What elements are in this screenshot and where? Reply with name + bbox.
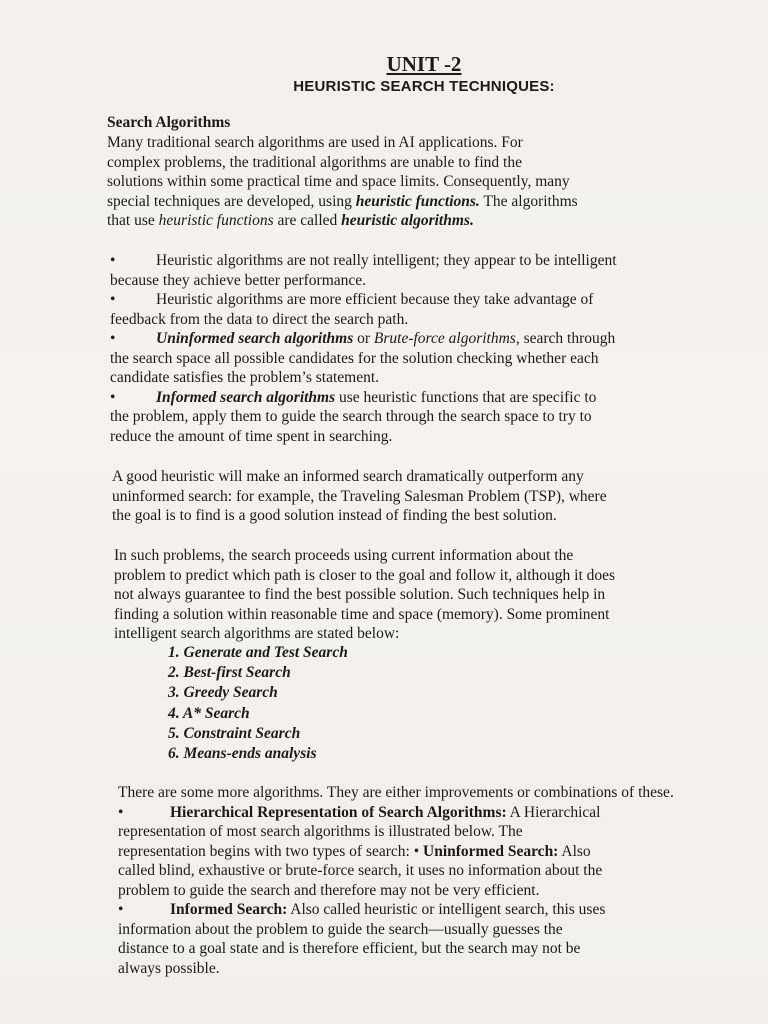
emphasis-text: Brute-force algorithms: [373, 330, 516, 347]
text-line: complex problems, the traditional algorithms are unable to find the: [107, 153, 522, 171]
text-line: candidate satisfies the problem’s statement.: [110, 369, 380, 386]
algorithm-list: [168, 643, 348, 764]
emphasis-text: heuristic functions.: [355, 192, 480, 210]
text-line: distance to a goal state and is therefore efficient, but the search may not be: [118, 940, 581, 957]
emphasis-text: Informed Search:: [170, 901, 288, 918]
list-item: [118, 803, 674, 823]
text-line: the search space all possible candidates for the solution checking whether each: [110, 349, 599, 367]
text-span: that use: [107, 212, 159, 229]
intro-paragraph: [107, 133, 578, 231]
list-item: [110, 388, 617, 408]
text-span: The algorithms: [479, 192, 578, 210]
bullet-marker: •: [110, 291, 116, 308]
emphasis-text: heuristic functions: [158, 212, 274, 229]
list-item: [110, 329, 617, 349]
bullet-marker: •: [118, 901, 124, 918]
text-span: are called: [273, 212, 342, 229]
bullet-list: [110, 251, 617, 446]
text-line: finding a solution within reasonable time and space (memory). Some prominent: [114, 605, 610, 623]
text-line: intelligent search algorithms are stated below:: [114, 625, 400, 642]
text-line: problem to guide the search and therefore may not be very efficient.: [118, 881, 540, 899]
problems-paragraph: [114, 546, 615, 644]
list-item: 5. Constraint Search: [168, 724, 301, 742]
text-line: representation of most search algorithms is illustrated below. The: [118, 823, 523, 840]
text-line: [118, 842, 674, 862]
text-line: always possible.: [118, 959, 220, 977]
text-line: There are some more algorithms. They are either improvements or combinations of these.: [118, 784, 674, 801]
text-span: Also: [558, 842, 591, 860]
text-span: or: [353, 330, 374, 347]
list-item: 4. A* Search: [168, 704, 250, 722]
emphasis-text: Uninformed search algorithms: [156, 330, 354, 347]
text-line: called blind, exhaustive or brute-force search, it uses no information about the: [118, 862, 603, 879]
text-line: the problem, apply them to guide the search through the search space to try to: [110, 408, 592, 425]
text-span: use heuristic functions that are specific to: [335, 388, 597, 406]
text-line: solutions within some practical time and space limits. Consequently, many: [107, 173, 570, 190]
text-line: information about the problem to guide the search—usually guesses the: [118, 920, 563, 938]
text-line: because they achieve better performance.: [110, 271, 367, 289]
text-line: feedback from the data to direct the search path.: [110, 310, 409, 328]
emphasis-text: Hierarchical Representation of Search Algorithms:: [170, 803, 507, 821]
emphasis-text: heuristic algorithms.: [341, 212, 474, 229]
section-heading: Search Algorithms: [107, 114, 231, 131]
text-line: not always guarantee to find the best possible solution. Such techniques help in: [114, 586, 606, 603]
list-item: 6. Means-ends analysis: [168, 745, 317, 763]
bullet-marker: •: [118, 803, 124, 821]
text-span: , search through: [515, 330, 616, 347]
text-span: representation begins with two types of search: •: [118, 842, 424, 860]
text-span: Heuristic algorithms are more efficient because they take advantage of: [156, 291, 594, 308]
text-line: A good heuristic will make an informed search dramatically outperform any: [112, 468, 584, 485]
bullet-marker: •: [110, 252, 116, 269]
text-line: reduce the amount of time spent in searching.: [110, 427, 393, 445]
hierarchy-paragraph: [118, 783, 674, 978]
bullet-marker: •: [110, 388, 116, 406]
text-span: A Hierarchical: [506, 803, 601, 821]
text-span: Heuristic algorithms are not really intelligent; they appear to be intelligent: [156, 252, 617, 269]
emphasis-text: Uninformed Search:: [423, 842, 559, 860]
text-line: [107, 192, 578, 212]
emphasis-text: Informed search algorithms: [156, 388, 336, 406]
list-item: [110, 251, 617, 271]
unit-title: UNIT -2: [386, 52, 462, 76]
text-line: Many traditional search algorithms are used in AI applications. For: [107, 134, 523, 151]
list-item: 3. Greedy Search: [168, 684, 278, 702]
heuristic-paragraph: [112, 467, 607, 526]
text-line: In such problems, the search proceeds using current information about the: [114, 547, 574, 564]
list-item: [118, 900, 674, 920]
text-line: the goal is to find is a good solution instead of finding the best solution.: [112, 507, 557, 524]
text-span: special techniques are developed, using: [107, 192, 356, 210]
bullet-marker: •: [110, 330, 116, 347]
text-line: [107, 211, 578, 231]
text-span: Also called heuristic or intelligent search, this uses: [287, 901, 606, 918]
chapter-title: HEURISTIC SEARCH TECHNIQUES:: [293, 78, 555, 95]
text-line: uninformed search: for example, the Traveling Salesman Problem (TSP), where: [112, 487, 607, 505]
list-item: 1. Generate and Test Search: [168, 644, 348, 661]
list-item: 2. Best-first Search: [168, 664, 291, 682]
text-line: problem to predict which path is closer to the goal and follow it, although it does: [114, 566, 616, 584]
list-item: [110, 290, 617, 310]
